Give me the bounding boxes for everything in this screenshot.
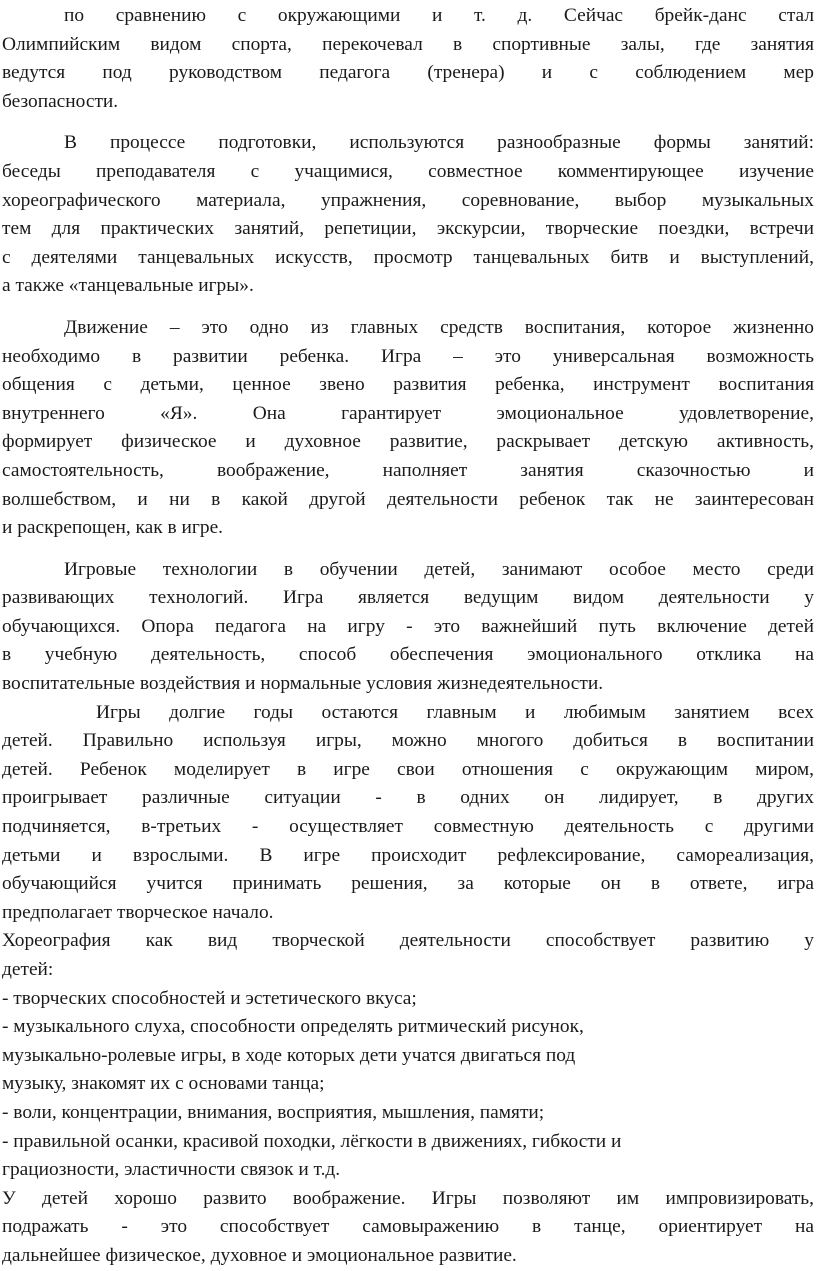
text-line: по сравнению с окружающими и т. д. Сейчас брейк-данс стал: [64, 5, 814, 26]
text-line: Игровые технологии в обучении детей, занимают особое место среди: [64, 558, 814, 580]
list-item: - творческих способностей и эстетического вкуса;: [2, 987, 417, 1009]
text-line: дальнейшее физическое, духовное и эмоциональное развитие.: [2, 1244, 517, 1266]
text-line: Хореография как вид творческой деятельности способствует развитию у: [2, 930, 814, 952]
text-line: и раскрепощен, как в игре.: [2, 517, 224, 539]
text-line: в учебную деятельность, способ обеспечения эмоционального отклика на: [2, 644, 814, 666]
text-line: внутреннего «Я». Она гарантирует эмоциональное удовлетворение,: [2, 402, 814, 424]
text-line: беседы преподавателя с учащимися, совместное комментирующее изучение: [2, 160, 814, 182]
list-item: - музыкального слуха, способности определять ритмический рисунок,: [2, 1016, 584, 1038]
text-line: с деятелями танцевальных искусств, просмотр танцевальных битв и выступлений,: [2, 246, 814, 268]
text-line: Игры долгие годы остаются главным и любимым занятием всех: [96, 701, 814, 723]
text-line: необходимо в развитии ребенка. Игра – это универсальная возможность: [2, 345, 814, 367]
text-line: обучающийся учится принимать решения, за которые он в ответе, игра: [2, 873, 814, 895]
paragraph-5: [0, 699, 816, 928]
text-line: грациозности, эластичности связок и т.д.: [2, 1159, 341, 1181]
text-line: У детей хорошо развито воображение. Игры позволяют им импровизировать,: [2, 1187, 814, 1209]
text-line: детьми и взрослыми. В игре происходит рефлексирование, самореализация,: [2, 844, 814, 866]
list-item: - правильной осанки, красивой походки, лёгкости в движениях, гибкости и: [2, 1130, 622, 1152]
text-line: тем для практических занятий, репетиции, экскурсии, творческие поездки, встречи: [2, 218, 814, 240]
text-line: подражать - это способствует самовыражению в танце, ориентирует на: [2, 1216, 814, 1238]
text-line: ведутся под руководством педагога (тренера) и с соблюдением мер: [2, 62, 814, 84]
paragraph-1: [0, 2, 816, 116]
paragraph-4: [0, 556, 816, 699]
text-line: Олимпийским видом спорта, перекочевал в спортивные залы, где занятия: [2, 33, 814, 55]
paragraph-6: [0, 927, 816, 1184]
text-line: общения с детьми, ценное звено развития ребенка, инструмент воспитания: [2, 374, 814, 396]
text-line: детей:: [2, 959, 54, 980]
text-line: воспитательные воздействия и нормальные условия жизнедеятельности.: [2, 673, 604, 695]
text-line: хореографического материала, упражнения, соревнование, выбор музыкальных: [2, 189, 814, 211]
text-line: В процессе подготовки, используются разнообразные формы занятий:: [64, 132, 814, 154]
text-line: а также «танцевальные игры».: [2, 275, 254, 297]
text-line: предполагает творческое начало.: [2, 901, 274, 923]
text-line: Движение – это одно из главных средств воспитания, которое жизненно: [64, 316, 814, 338]
text-line: развивающих технологий. Игра является ведущим видом деятельности у: [2, 587, 814, 609]
text-line: безопасности.: [2, 90, 119, 112]
list-item: - воли, концентрации, внимания, восприятия, мышления, памяти;: [2, 1101, 545, 1123]
text-line: детей. Правильно используя игры, можно многого добиться в воспитании: [2, 730, 814, 752]
text-line: проигрывает различные ситуации - в одних он лидирует, в других: [2, 787, 814, 809]
text-line: подчиняется, в-третьих - осуществляет совместную деятельность с другими: [2, 816, 814, 838]
text-line: формирует физическое и духовное развитие, раскрывает детскую активность,: [2, 431, 814, 453]
paragraph-2: [0, 129, 816, 301]
text-line: обучающихся. Опора педагога на игру - это важнейший путь включение детей: [2, 615, 814, 637]
text-line: волшебством, и ни в какой другой деятельности ребенок так не заинтересован: [2, 488, 814, 510]
text-line: музыку, знакомят их с основами танца;: [2, 1073, 325, 1095]
paragraph-3: [0, 314, 816, 543]
text-line: самостоятельность, воображение, наполняет занятия сказочностью и: [2, 459, 814, 481]
text-line: музыкально-ролевые игры, в ходе которых дети учатся двигаться под: [2, 1044, 576, 1066]
text-line: детей. Ребенок моделирует в игре свои отношения с окружающим миром,: [2, 758, 814, 780]
paragraph-7: [0, 1185, 816, 1271]
